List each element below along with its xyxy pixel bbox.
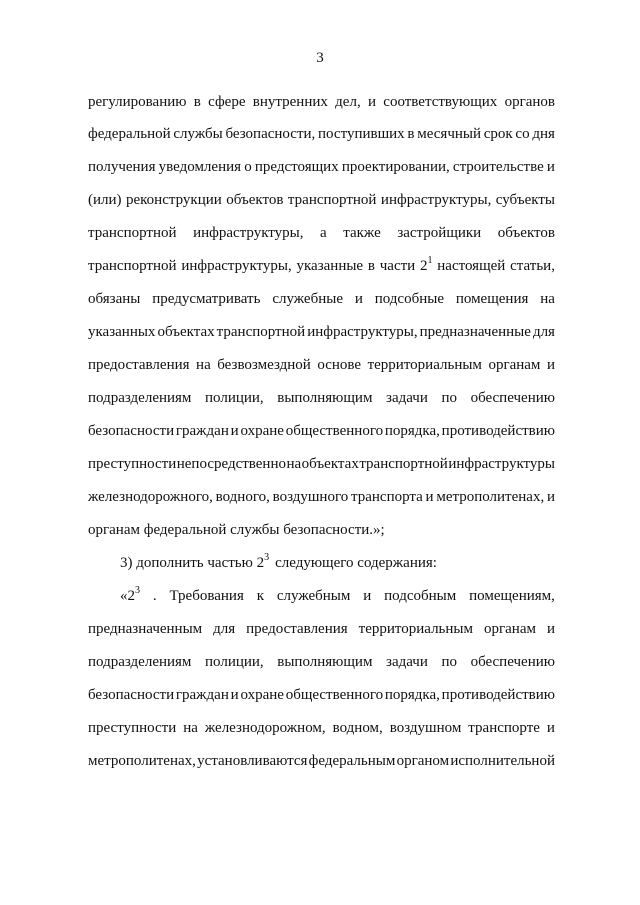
word: транспортной — [287, 192, 377, 208]
word: Требования — [169, 588, 244, 604]
word: порядка, — [384, 687, 440, 703]
word: органам федеральной службы безопасности.»; — [88, 522, 385, 538]
word: водном, — [332, 720, 383, 736]
word: $2^1$ — [419, 255, 433, 274]
word: инфраструктуры, — [181, 258, 292, 274]
word: территориальным — [367, 357, 482, 373]
word: исполнительной — [450, 753, 555, 769]
word: части — [379, 258, 416, 274]
word: помещениям, — [469, 588, 555, 604]
word: федеральной — [88, 126, 171, 142]
word: и — [546, 621, 555, 637]
word: по — [441, 390, 457, 406]
word: внутренних — [252, 94, 328, 110]
word: . — [152, 588, 157, 604]
word: инфраструктуры, — [307, 324, 418, 340]
word: подразделениям — [88, 390, 192, 406]
text-line — [88, 421, 555, 441]
word: установливаются — [197, 753, 308, 769]
text-line — [88, 223, 555, 243]
word: со — [515, 126, 530, 142]
word: граждан — [175, 423, 229, 439]
word: непосредственно — [176, 456, 286, 472]
word: и — [546, 357, 555, 373]
word: безопасности — [88, 687, 175, 703]
word: охране — [240, 423, 284, 439]
word: метрополитенах, — [88, 753, 196, 769]
word: предусматривать — [152, 291, 261, 307]
word: субъекты — [495, 192, 555, 208]
word: объектах — [301, 456, 359, 472]
word: безопасности, — [225, 126, 316, 142]
word: органов — [504, 94, 555, 110]
word: и — [546, 159, 555, 175]
word: о — [244, 159, 252, 175]
word: органом — [396, 753, 450, 769]
text-line — [88, 355, 555, 375]
word: поступивших — [318, 126, 405, 142]
word: и — [354, 291, 363, 307]
word: федеральным — [308, 753, 396, 769]
word: служебные — [272, 291, 343, 307]
word: задачи — [386, 390, 428, 406]
text-line — [88, 520, 460, 540]
text-line — [88, 388, 555, 408]
text-line — [88, 718, 555, 738]
word: на — [286, 456, 302, 472]
word: сфере — [208, 94, 246, 110]
text-line — [88, 124, 555, 144]
text-line — [88, 190, 555, 210]
word: подразделениям — [88, 654, 192, 670]
word: также — [343, 225, 381, 241]
text-line — [88, 619, 555, 639]
text-line — [88, 322, 555, 342]
word: предоставления — [246, 621, 348, 637]
word: и — [363, 588, 372, 604]
word: органам — [488, 357, 541, 373]
superscript: 1 — [427, 255, 433, 266]
text-line — [88, 454, 555, 474]
word: задачи — [386, 654, 428, 670]
page-number: 3 — [316, 50, 324, 66]
word: а — [320, 225, 327, 241]
word: дня — [532, 126, 555, 142]
word: строительстве — [452, 159, 544, 175]
word: общественного — [285, 687, 384, 703]
word: дел, — [335, 94, 361, 110]
word: объектов — [497, 225, 555, 241]
word: помещения — [455, 291, 529, 307]
word: инфраструктуры, — [193, 225, 304, 241]
word: реконструкции — [126, 192, 222, 208]
word: выполняющим — [277, 390, 373, 406]
word: выполняющим — [277, 654, 373, 670]
text-line — [88, 289, 555, 309]
word: основе — [317, 357, 362, 373]
word: общественного — [285, 423, 384, 439]
word: инфраструктуры, — [380, 192, 492, 208]
word: и — [367, 94, 377, 110]
text-line — [88, 256, 555, 276]
word: статьи, — [510, 258, 555, 274]
word: инфраструктуры — [448, 456, 555, 472]
word: метрополитенах, — [436, 489, 545, 505]
word: обеспечению — [470, 654, 555, 670]
word: подсобные — [374, 291, 444, 307]
word: на — [540, 291, 555, 307]
superscript: 3 — [264, 552, 270, 563]
word: и — [230, 423, 239, 439]
word: предназначенные — [419, 324, 531, 340]
word: подсобным — [384, 588, 457, 604]
word: полиции, — [205, 390, 264, 406]
text-line — [120, 553, 520, 573]
word: противодействию — [441, 423, 555, 439]
text-line — [88, 652, 555, 672]
word: железнодорожного, — [88, 489, 213, 505]
word: указанных — [88, 324, 156, 340]
text-line — [88, 92, 555, 112]
word: обеспечению — [470, 390, 555, 406]
word: полиции, — [205, 654, 264, 670]
superscript: 3 — [135, 585, 140, 596]
word: настоящей — [437, 258, 506, 274]
word: проектировании, — [341, 159, 450, 175]
word: порядка, — [384, 423, 440, 439]
word: безвозмездной — [217, 357, 311, 373]
text-line — [88, 487, 555, 507]
word: противодействию — [441, 687, 555, 703]
word: граждан — [175, 687, 229, 703]
word: органам — [483, 621, 536, 637]
word: предоставления — [88, 357, 190, 373]
word: территориальным — [358, 621, 473, 637]
word: и — [546, 489, 555, 505]
text-line — [120, 586, 555, 606]
word: объектах — [157, 324, 215, 340]
text-line — [88, 685, 555, 705]
word: обязаны — [88, 291, 141, 307]
word: и — [425, 489, 434, 505]
word: службы — [173, 126, 223, 142]
word: и — [230, 687, 239, 703]
word: к — [256, 588, 265, 604]
text-line — [88, 751, 555, 771]
word: и — [546, 720, 555, 736]
word: по — [441, 654, 457, 670]
word: месячный — [417, 126, 481, 142]
word: получения — [88, 159, 156, 175]
word: (или) — [88, 192, 122, 208]
word: безопасности — [88, 423, 175, 439]
word: 3) дополнить частью $2^3$ — [120, 552, 270, 571]
word: в — [367, 258, 375, 274]
word: воздушном — [389, 720, 462, 736]
word: на — [183, 720, 198, 736]
word: указанные — [296, 258, 364, 274]
word: в — [407, 126, 415, 142]
word: объектов — [226, 192, 284, 208]
word: транспорте — [468, 720, 540, 736]
word: следующего содержания: — [275, 555, 437, 571]
word: в — [193, 94, 201, 110]
word: застройщики — [397, 225, 482, 241]
word: транспортной — [216, 324, 306, 340]
word: предназначенным — [88, 621, 203, 637]
word: срок — [483, 126, 513, 142]
word: транспортной — [88, 225, 177, 241]
word: транспорта — [350, 489, 423, 505]
word: транспортной — [88, 258, 177, 274]
word: служебным — [276, 588, 351, 604]
word: воздушного — [272, 489, 349, 505]
word: транспортной — [359, 456, 448, 472]
word: преступности — [88, 456, 177, 472]
word: для — [213, 621, 236, 637]
word: железнодорожном, — [204, 720, 326, 736]
word: на — [196, 357, 211, 373]
word: охране — [240, 687, 284, 703]
word: преступности — [88, 720, 177, 736]
word: соответствующих — [383, 94, 498, 110]
word: уведомления — [158, 159, 242, 175]
word: для — [532, 324, 555, 340]
word: предстоящих — [254, 159, 339, 175]
word: водного, — [215, 489, 270, 505]
text-line — [88, 157, 555, 177]
word: «$2^3$ — [120, 585, 140, 604]
word: регулированию — [88, 94, 187, 110]
